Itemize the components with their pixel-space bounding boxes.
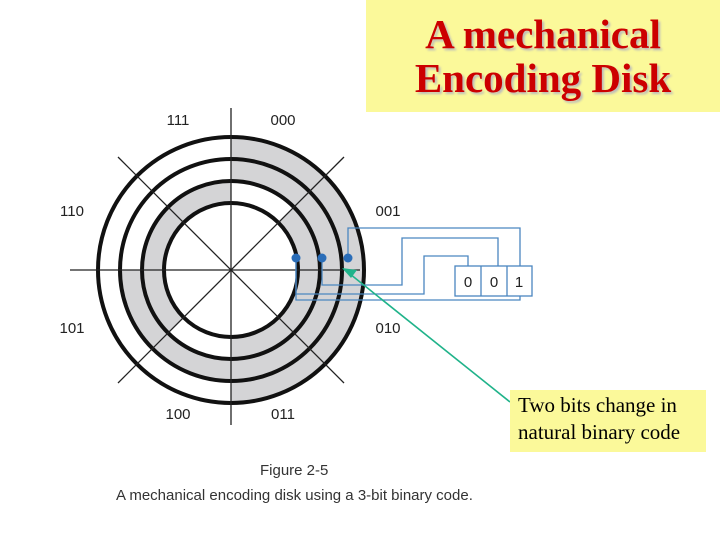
- code-label-011: 011: [271, 406, 295, 423]
- code-label-001: 001: [375, 203, 401, 220]
- code-label-110: 110: [60, 203, 84, 220]
- figure-label: Figure 2-5: [260, 462, 329, 479]
- output-bit-3: 1: [514, 274, 524, 291]
- code-label-101: 101: [59, 320, 85, 337]
- annotation-note: Two bits change in natural binary code: [510, 390, 706, 452]
- brush-contact-inner: [292, 254, 301, 263]
- output-bit-2: 0: [489, 274, 499, 291]
- code-label-100: 100: [165, 406, 191, 423]
- code-label-000: 000: [270, 112, 296, 129]
- brush-contact-outer: [344, 254, 353, 263]
- title-line-1: A mechanical: [425, 11, 661, 57]
- figure-caption: A mechanical encoding disk using a 3-bit binary code.: [116, 487, 473, 504]
- code-label-111: 111: [166, 112, 190, 129]
- code-label-010: 010: [375, 320, 401, 337]
- output-register: [455, 266, 532, 296]
- brush-contact-middle: [318, 254, 327, 263]
- title-line-2: Encoding Disk: [414, 55, 672, 101]
- output-bit-1: 0: [463, 274, 473, 291]
